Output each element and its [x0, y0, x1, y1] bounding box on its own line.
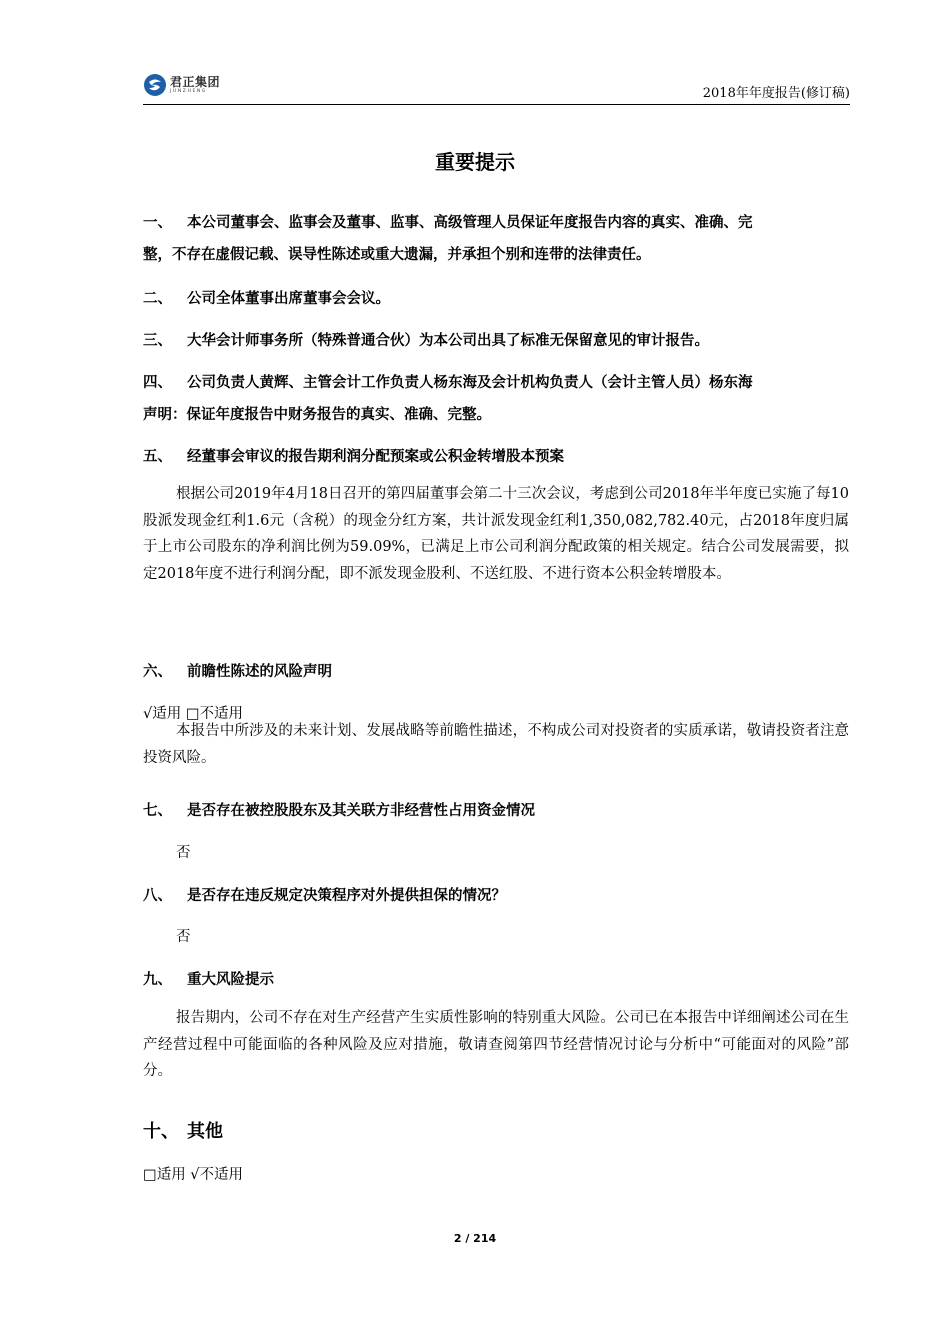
page-header	[143, 70, 850, 105]
item-8-number: 八、	[143, 888, 172, 904]
item-3	[143, 329, 709, 350]
item-6-text: 前瞻性陈述的风险声明	[187, 664, 332, 680]
item-10-text: 其他	[187, 1121, 223, 1142]
page-number: 2 / 214	[453, 1232, 497, 1245]
item-6	[143, 660, 332, 681]
item-4-line-2: 声明：保证年度报告中财务报告的真实、准确、完整。	[143, 407, 491, 423]
item-1-number: 一、	[143, 215, 172, 231]
report-title: 2018年年度报告(修订稿)	[702, 86, 850, 101]
item-9-text: 重大风险提示	[187, 972, 274, 988]
item-9-body: 报告期内，公司不存在对生产经营产生实质性影响的特别重大风险。公司已在本报告中详细阐述公司在生产经营过程中可能面临的各种风险及应对措施，敬请查阅第四节经营情况讨论与分析中“可能面对的风险”部分。	[143, 1010, 849, 1080]
item-6-body: 本报告中所涉及的未来计划、发展战略等前瞻性描述，不构成公司对投资者的实质承诺，敬请投资者注意投资风险。	[143, 723, 849, 766]
item-8	[143, 884, 506, 905]
item-6-applicability: √适用 □不适用	[143, 706, 244, 722]
item-3-text: 大华会计师事务所（特殊普通合伙）为本公司出具了标准无保留意见的审计报告。	[187, 333, 709, 349]
item-4-text: 公司负责人黄辉、主管会计工作负责人杨东海及会计机构负责人（会计主管人员）杨东海	[187, 375, 753, 391]
item-5-body: 根据公司2019年4月18日召开的第四届董事会第二十三次会议，考虑到公司2018年半年度已实施了每10股派发现金红利1.6元（含税）的现金分红方案，共计派发现金红利1,350,082,782.40元，占2018年度归属于上市公司股东的净利润比例为59.09%，已满足上市公司利润分配政策的相关规定。结合公司发展需要，拟定2018年度不进行利润分配，即不派发现金股利、不送红股、不进行资本公积金转增股本。	[143, 486, 849, 582]
logo-name-en: JUNZHENG	[170, 88, 207, 94]
item-10-applicability: □适用 √不适用	[143, 1167, 244, 1183]
item-9	[143, 968, 274, 989]
item-1-line-1	[143, 211, 753, 232]
item-9-number: 九、	[143, 972, 172, 988]
item-5-number: 五、	[143, 449, 172, 465]
item-7-text: 是否存在被控股股东及其关联方非经营性占用资金情况	[187, 803, 535, 819]
item-7	[143, 799, 535, 820]
item-7-answer: 否	[176, 845, 191, 861]
item-4-line-1	[143, 371, 753, 392]
item-1-text: 本公司董事会、监事会及董事、监事、高级管理人员保证年度报告内容的真实、准确、完	[187, 215, 753, 231]
item-10-number: 十、	[143, 1121, 179, 1142]
item-5-text: 经董事会审议的报告期利润分配预案或公积金转增股本预案	[187, 449, 564, 465]
item-2-text: 公司全体董事出席董事会会议。	[187, 291, 390, 307]
junzheng-logo-icon	[143, 73, 167, 97]
item-6-number: 六、	[143, 664, 172, 680]
item-2	[143, 287, 390, 308]
item-1-line-2: 整，不存在虚假记载、误导性陈述或重大遗漏，并承担个别和连带的法律责任。	[143, 247, 651, 263]
item-8-answer: 否	[176, 929, 191, 945]
item-3-number: 三、	[143, 333, 172, 349]
logo-name-cn: 君正集团	[170, 74, 221, 89]
item-10	[143, 1117, 223, 1143]
company-logo	[143, 70, 220, 100]
item-4-number: 四、	[143, 375, 172, 391]
page-title: 重要提示	[435, 150, 515, 174]
item-2-number: 二、	[143, 291, 172, 307]
item-5	[143, 445, 564, 466]
item-7-number: 七、	[143, 803, 172, 819]
item-8-text: 是否存在违反规定决策程序对外提供担保的情况？	[187, 888, 506, 904]
